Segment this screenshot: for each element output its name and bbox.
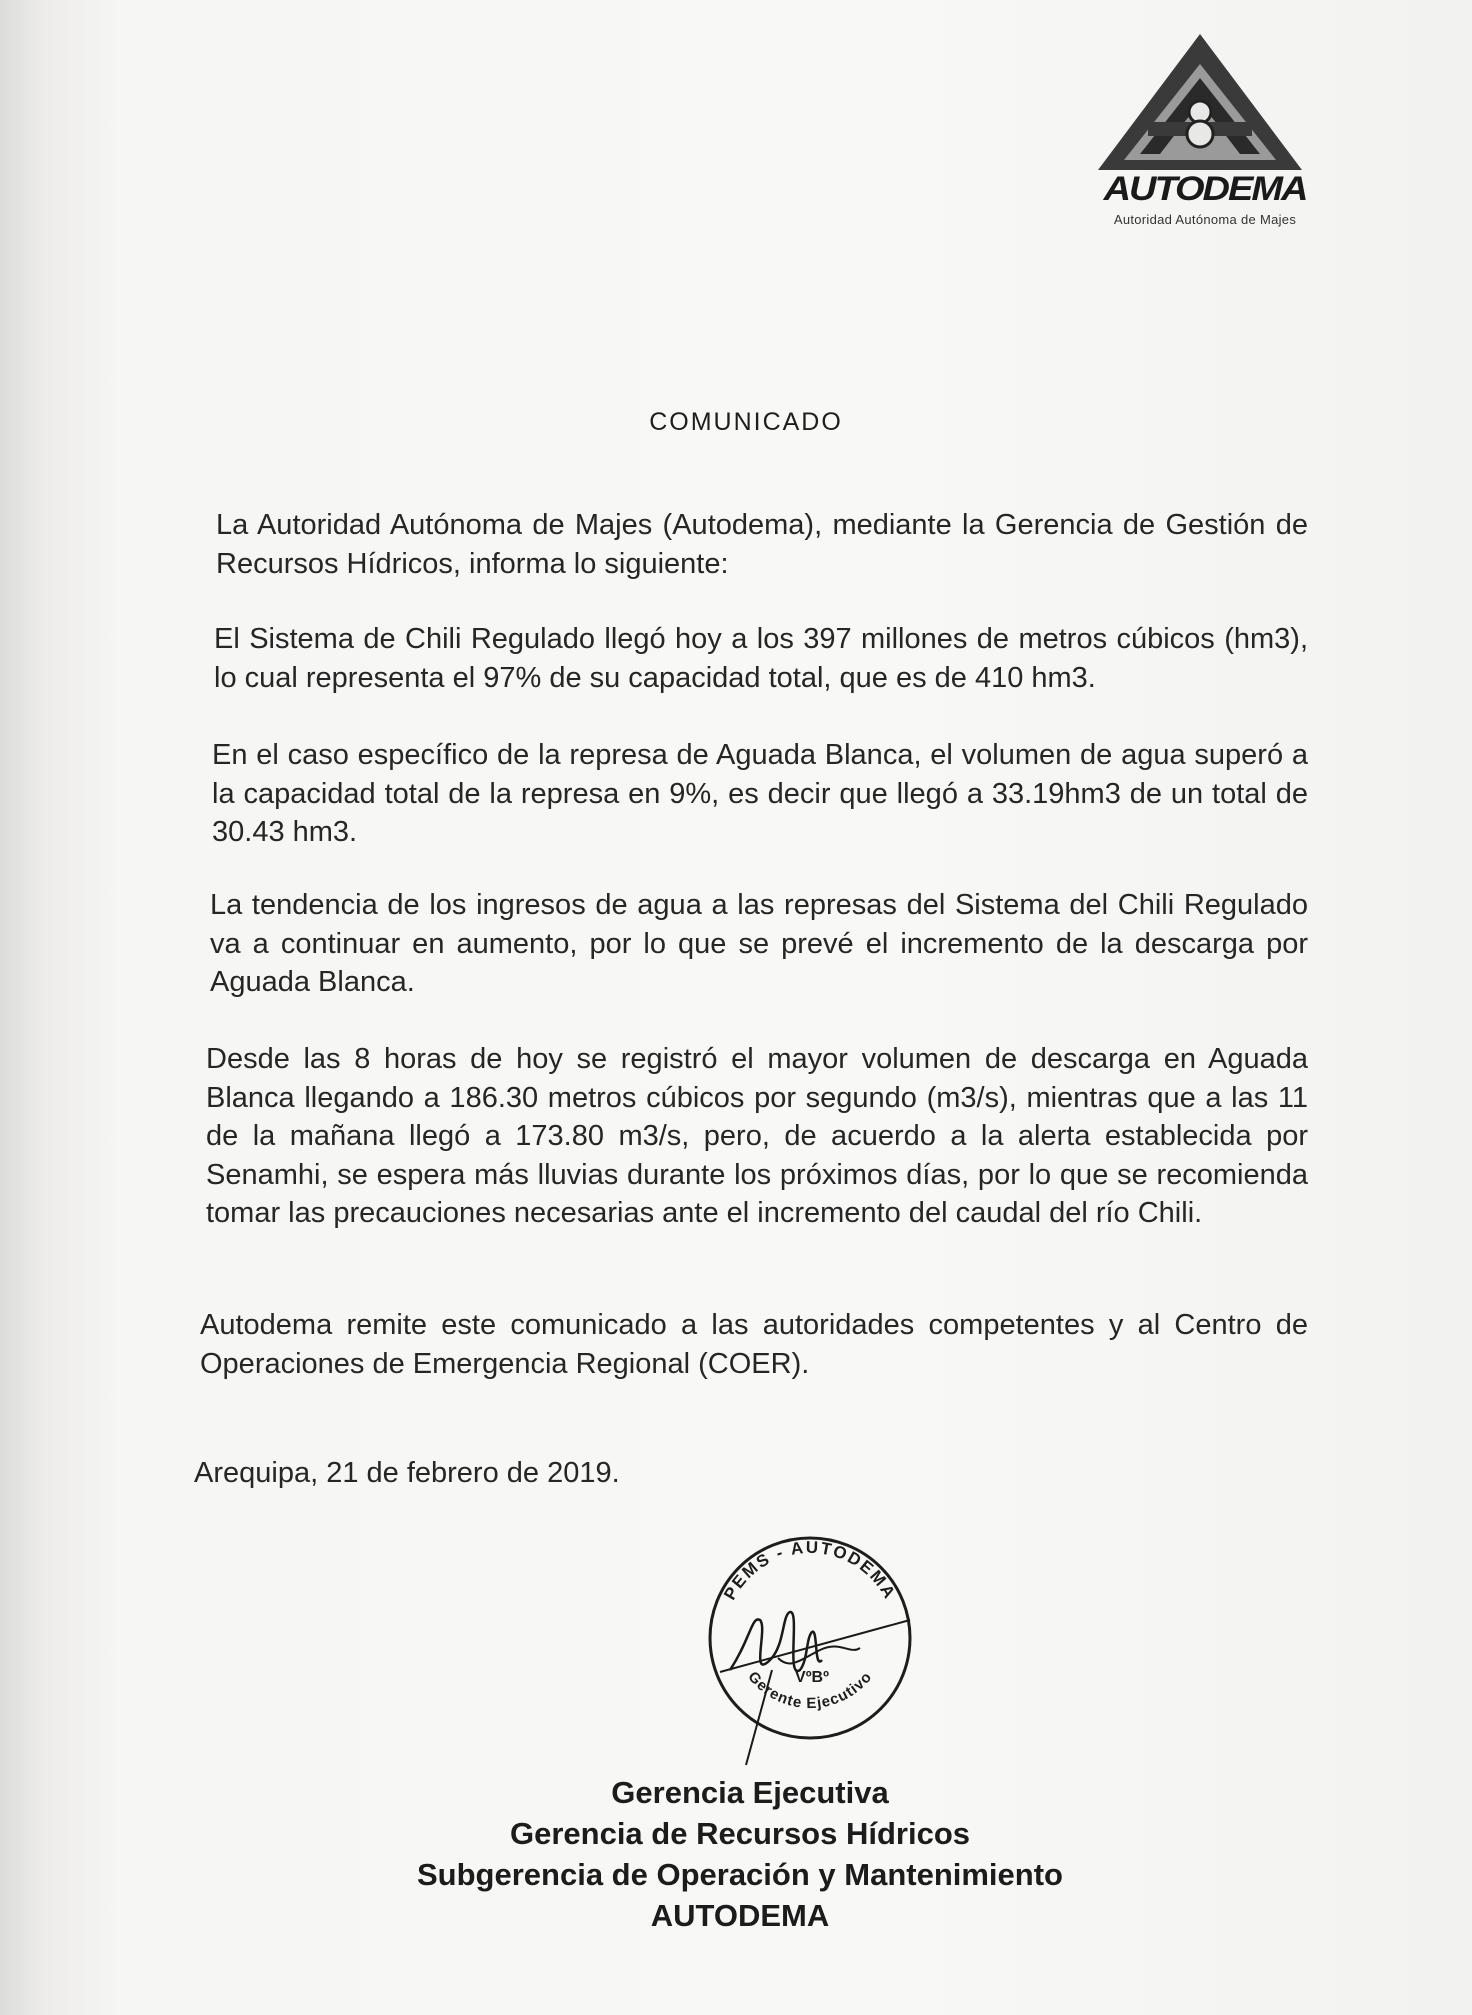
paragraph-intro: La Autoridad Autónoma de Majes (Autodema), mediante la Gerencia de Gestión de Recursos Hídricos, informa lo siguiente: [216,509,1308,580]
stamp-ring-text: PEMS - AUTODEMA [720,1537,900,1604]
signature-line-gerencia-ejecutiva: Gerencia Ejecutiva [611,1775,889,1810]
signature-line-subgerencia: Subgerencia de Operación y Mantenimiento [417,1857,1063,1892]
autodema-logo [1090,30,1320,230]
signature-line-recursos-hidricos: Gerencia de Recursos Hídricos [509,1816,971,1851]
paragraph-discharge: Desde las 8 horas de hoy se registró el mayor volumen de descarga en Aguada Blanca llegando a 186.30 metros cúbicos por segundo (m3/s), mientras que a las 11 de la mañana llegó a 173.80 m3/s, pero, de acuerdo a la alerta establecida por Senamhi, se espera más lluvias durante los próximos días, por lo que se recomienda tomar las precauciones necesarias ante el incremento del caudal del río Chili. [206,1043,1308,1229]
date-line: Arequipa, 21 de febrero de 2019. [194,1457,620,1489]
document-title: COMUNICADO [649,408,843,436]
paragraph-chili-system: El Sistema de Chili Regulado llegó hoy a los 397 millones de metros cúbicos (hm3), lo cual representa el 97% de su capacidad total, que es de 410 hm3. [214,623,1308,694]
svg-text:PEMS - AUTODEMA [720,1538,900,1603]
signature-block [300,1772,1180,1936]
approval-stamp [690,1520,930,1780]
logo-wordmark: AUTODEMA [1103,170,1307,208]
paragraph-aguada-blanca: En el caso específico de la represa de Aguada Blanca, el volumen de agua superó a la capacidad total de la represa en 9%, es decir que llegó a 33.19hm3 de un total de 30.43 hm3. [212,739,1308,848]
stamp-bottom-text: Gerente Ejecutivo [744,1668,876,1713]
stamp-seal-icon [690,1520,930,1780]
logo-tagline: Autoridad Autónoma de Majes [1113,212,1297,227]
signature-scribble-icon [730,1612,822,1671]
stamp-center-text: VºBº [795,1669,829,1686]
paragraph-closing: Autodema remite este comunicado a las autoridades competentes y al Centro de Operaciones de Emergencia Regional (COER). [200,1309,1308,1380]
paragraph-trend: La tendencia de los ingresos de agua a las represas del Sistema del Chili Regulado va a continuar en aumento, por lo que se prevé el incremento de la descarga por Aguada Blanca. [210,889,1308,998]
logo-triangle-icon [1090,30,1320,180]
signature-line-autodema: AUTODEMA [650,1898,830,1933]
